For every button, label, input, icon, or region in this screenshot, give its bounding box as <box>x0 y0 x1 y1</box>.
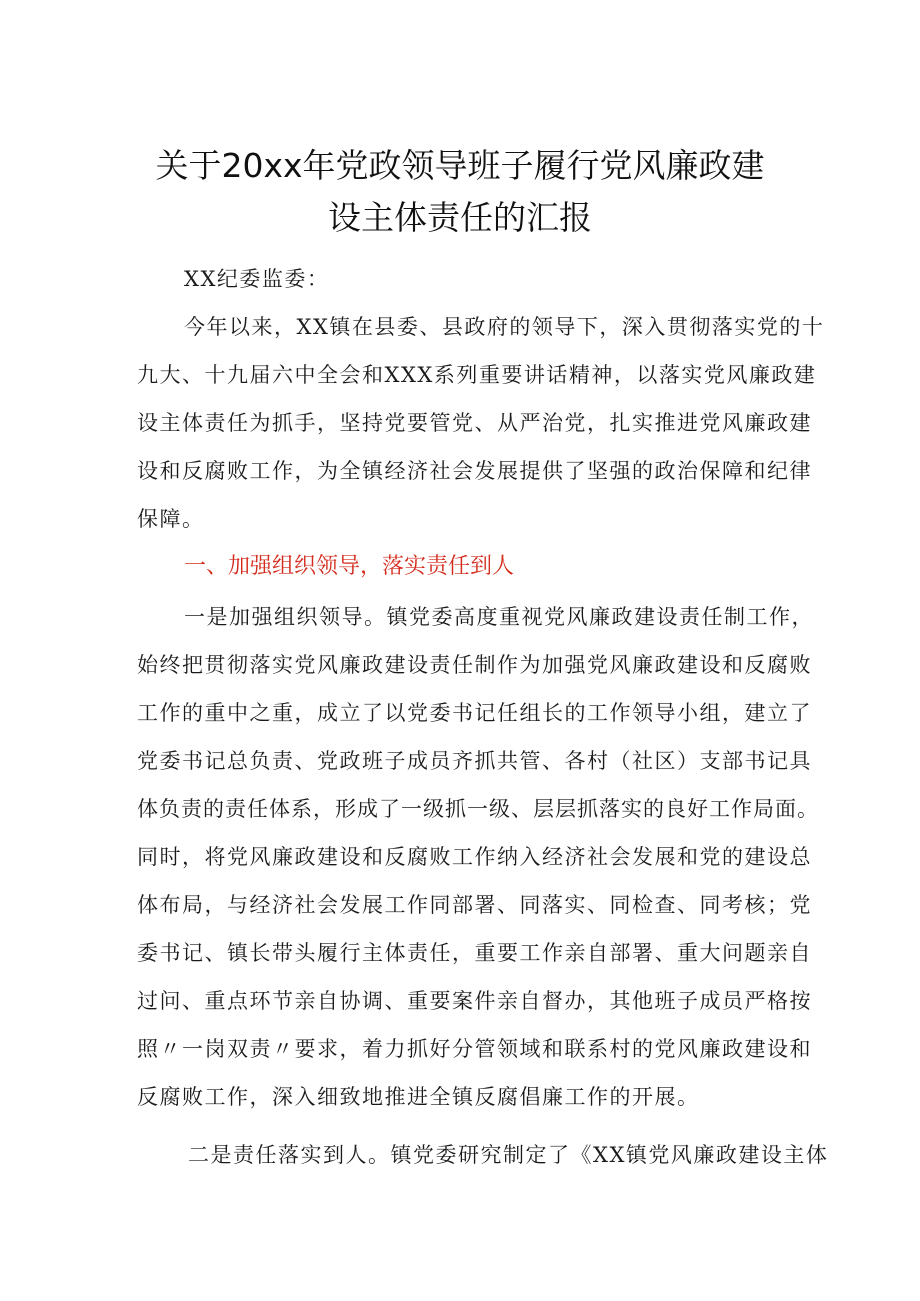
para1-line-11: 反腐败工作，深入细致地推进全镇反腐倡廉工作的开展。 <box>137 1085 700 1109</box>
para1-line-5: 体负责的责任体系，形成了一级抓一级、层层抓落实的良好工作局面。 <box>137 797 819 821</box>
para1-line-2: 始终把贯彻落实党风廉政建设责任制作为加强党风廉政建设和反腐败 <box>137 653 812 677</box>
para1-line-1: 一是加强组织领导。镇党委高度重视党风廉政建设责任制工作， <box>184 605 814 629</box>
section-1-heading: 一、加强组织领导，落实责任到人 <box>184 554 515 579</box>
para1-line-8: 委书记、镇长带头履行主体责任，重要工作亲自部署、重大问题亲自 <box>137 941 812 965</box>
para1-line-10: 照〃一岗双责〃要求，着力抓好分管领域和联系村的党风廉政建设和 <box>137 1037 812 1061</box>
para1-line-4: 党委书记总负责、党政班子成员齐抓共管、各村（社区）支部书记具 <box>137 749 812 773</box>
para1-line-7: 体布局，与经济社会发展工作同部署、同落实、同检查、同考核；党 <box>137 893 812 917</box>
intro-line-4: 设和反腐败工作，为全镇经济社会发展提供了坚强的政治保障和纪律 <box>137 459 812 483</box>
para2-line-1: 二是责任落实到人。镇党委研究制定了《XX镇党风廉政建设主体 <box>188 1143 829 1167</box>
document-title-line-1: 关于20xx年党政领导班子履行党风廉政建 <box>155 146 765 185</box>
para1-line-9: 过问、重点环节亲自协调、重要案件亲自督办，其他班子成员严格按 <box>137 989 812 1013</box>
intro-line-2: 九大、十九届六中全会和XXX系列重要讲话精神，以落实党风廉政建 <box>137 363 817 387</box>
salutation: XX纪委监委： <box>184 267 330 291</box>
intro-line-1: 今年以来，XX镇在县委、县政府的领导下，深入贯彻落实党的十 <box>184 315 825 339</box>
para1-line-6: 同时，将党风廉政建设和反腐败工作纳入经济社会发展和党的建设总 <box>137 845 812 869</box>
para1-line-3: 工作的重中之重，成立了以党委书记任组长的工作领导小组，建立了 <box>137 701 812 725</box>
intro-line-3: 设主体责任为抓手，坚持党要管党、从严治党，扎实推进党风廉政建 <box>137 411 812 435</box>
intro-line-5: 保障。 <box>137 507 205 531</box>
document-title-line-2: 设主体责任的汇报 <box>328 198 592 237</box>
